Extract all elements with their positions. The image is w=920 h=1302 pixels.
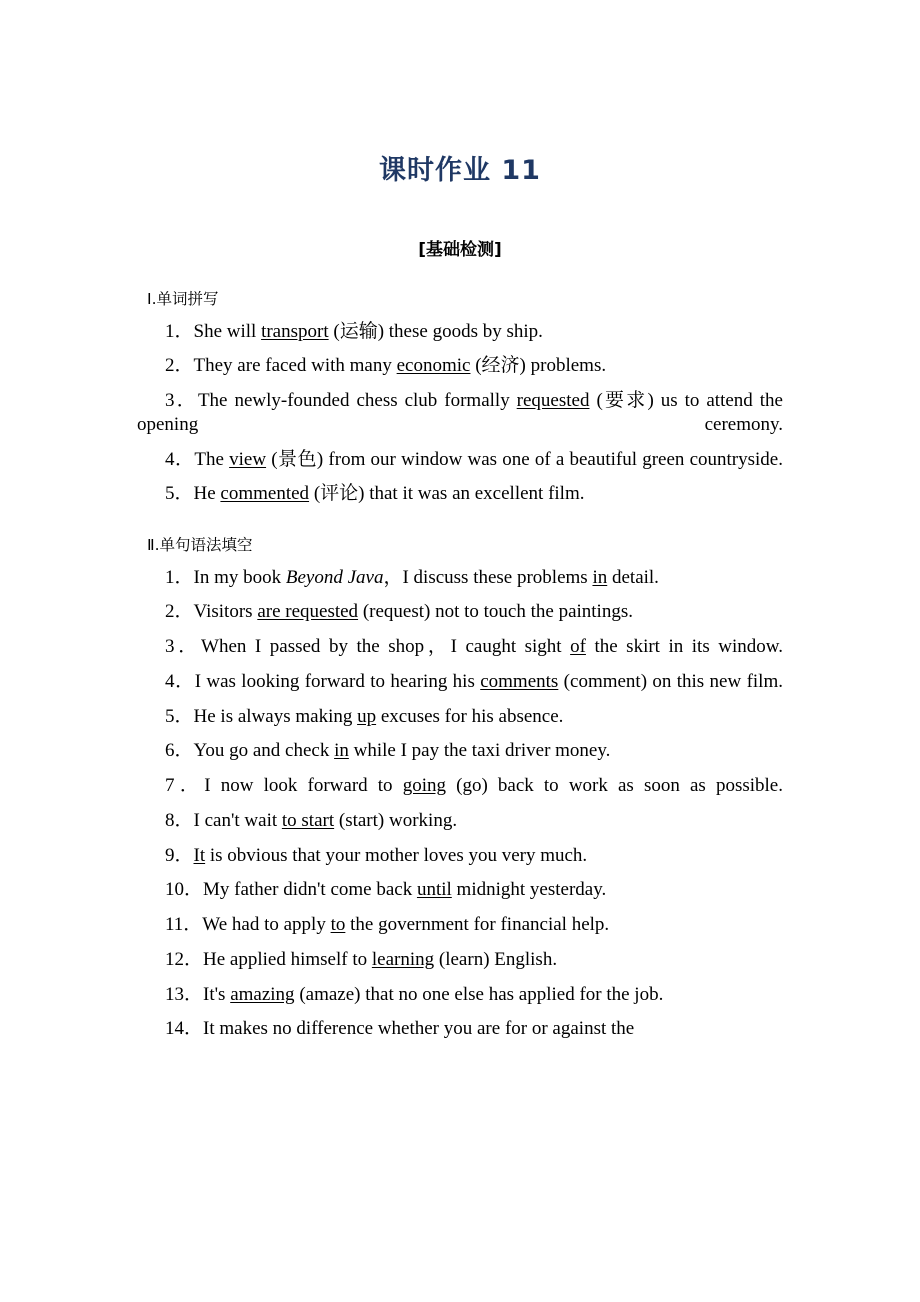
- question-text-segment: transport: [261, 320, 329, 342]
- question-item: [137, 948, 783, 972]
- question-text-segment: excuses for his absence.: [376, 705, 564, 727]
- question-text-segment: of: [570, 636, 586, 658]
- question-text-segment: Beyond Java: [285, 566, 384, 588]
- question-text-segment: (经济) problems.: [470, 355, 607, 377]
- question-text-segment: The: [194, 448, 230, 470]
- question-text-segment: (景色) from our window was one of a beautiful green countryside.: [266, 448, 783, 470]
- question-number: 5．: [165, 483, 194, 505]
- question-item: [137, 448, 783, 472]
- question-text-segment: up: [357, 705, 377, 727]
- question-text-segment: to start: [281, 809, 335, 831]
- question-item: [137, 566, 783, 590]
- question-number: 5．: [165, 705, 194, 727]
- question-number: 14．: [165, 1018, 204, 1040]
- question-text-segment: economic: [396, 355, 471, 377]
- question-item: [137, 670, 783, 694]
- question-text-segment: I was looking forward to hearing his: [194, 670, 481, 692]
- question-text-segment: to: [330, 914, 346, 936]
- question-number: 11．: [165, 914, 203, 936]
- question-item: [137, 389, 783, 437]
- question-number: 2．: [165, 601, 194, 623]
- question-item: [137, 844, 783, 868]
- question-text-segment: until: [416, 879, 452, 901]
- question-number: 2．: [165, 355, 194, 377]
- question-item: [137, 320, 783, 344]
- part-heading: Ⅱ.单句语法填空: [147, 536, 253, 555]
- question-number: 9．: [165, 844, 194, 866]
- question-text-segment: They are faced with many: [193, 355, 397, 377]
- question-text-segment: The newly-founded chess club formally: [197, 390, 517, 412]
- question-item: [137, 774, 783, 798]
- question-text-segment: (start) working.: [334, 809, 458, 831]
- page-title: 课时作业 11: [379, 155, 541, 186]
- question-text-segment: going: [402, 775, 446, 797]
- question-item: [137, 809, 783, 833]
- question-text-segment: (comment) on this new film.: [558, 670, 783, 692]
- question-number: 1．: [165, 320, 194, 342]
- question-text-segment: It makes no difference whether you are for or against the: [203, 1018, 635, 1040]
- exercise-parts: [137, 290, 783, 1041]
- question-text-segment: It's: [203, 983, 231, 1005]
- question-text-segment: When I passed by the shop，I caught sight: [201, 636, 571, 658]
- question-number: 4．: [165, 448, 195, 470]
- question-item: [137, 739, 783, 763]
- question-text-segment: I can't wait: [193, 809, 282, 831]
- question-text-segment: view: [229, 448, 267, 470]
- question-text-segment: amazing: [230, 983, 295, 1005]
- question-number: 7．: [165, 775, 205, 797]
- question-item: [137, 705, 783, 729]
- question-number: 3．: [165, 390, 198, 412]
- question-item: [137, 354, 783, 378]
- question-text-segment: ，I discuss these problems: [383, 566, 593, 588]
- question-text-segment: (评论) that it was an excellent film.: [309, 483, 585, 505]
- question-text-segment: (request) not to touch the paintings.: [358, 601, 633, 623]
- question-number: 1．: [165, 566, 194, 588]
- question-text-segment: in: [334, 740, 349, 762]
- question-text-segment: (learn) English.: [434, 948, 558, 970]
- question-number: 10．: [165, 879, 204, 901]
- question-text-segment: learning: [371, 948, 435, 970]
- part-heading: Ⅰ.单词拼写: [147, 290, 219, 308]
- question-number: 13．: [165, 983, 204, 1005]
- question-text-segment: midnight yesterday.: [451, 879, 607, 901]
- question-number: 3．: [165, 636, 202, 658]
- section-title: [基础检测]: [418, 240, 502, 260]
- question-text-segment: are requested: [257, 601, 359, 623]
- question-text-segment: He: [193, 483, 221, 505]
- document-content: [137, 0, 783, 1041]
- question-item: [137, 635, 783, 659]
- question-text-segment: commented: [220, 483, 310, 505]
- question-text-segment: We had to apply: [202, 914, 331, 936]
- question-text-segment: while I pay the taxi driver money.: [348, 740, 611, 762]
- question-text-segment: is obvious that your mother loves you very much.: [205, 844, 588, 866]
- question-text-segment: the skirt in its window.: [585, 636, 783, 658]
- question-text-segment: (运输) these goods by ship.: [328, 320, 543, 342]
- question-number: 12．: [165, 948, 204, 970]
- question-item: [137, 482, 783, 506]
- question-text-segment: (要求) us to attend the opening ceremony.: [137, 390, 783, 435]
- question-text-segment: She will: [193, 320, 262, 342]
- question-item: [137, 1017, 783, 1041]
- question-text-segment: He is always making: [193, 705, 358, 727]
- question-text-segment: comments: [480, 670, 559, 692]
- question-item: [137, 600, 783, 624]
- question-text-segment: My father didn't come back: [203, 879, 417, 901]
- question-number: 4．: [165, 670, 195, 692]
- question-text-segment: in: [592, 566, 608, 588]
- question-text-segment: I now look forward to: [204, 775, 403, 797]
- question-text-segment: the government for financial help.: [345, 914, 610, 936]
- question-text-segment: (amaze) that no one else has applied for the job.: [294, 983, 664, 1005]
- question-text-segment: detail.: [607, 566, 659, 588]
- question-text-segment: Visitors: [193, 601, 258, 623]
- question-text-segment: He applied himself to: [203, 948, 372, 970]
- question-text-segment: It: [193, 844, 206, 866]
- question-text-segment: You go and check: [193, 740, 335, 762]
- question-text-segment: In my book: [193, 566, 286, 588]
- question-number: 6．: [165, 740, 194, 762]
- question-item: [137, 878, 783, 902]
- question-text-segment: requested: [516, 390, 590, 412]
- question-text-segment: (go) back to work as soon as possible.: [445, 775, 783, 797]
- question-item: [137, 913, 783, 937]
- question-number: 8．: [165, 809, 194, 831]
- question-item: [137, 983, 783, 1007]
